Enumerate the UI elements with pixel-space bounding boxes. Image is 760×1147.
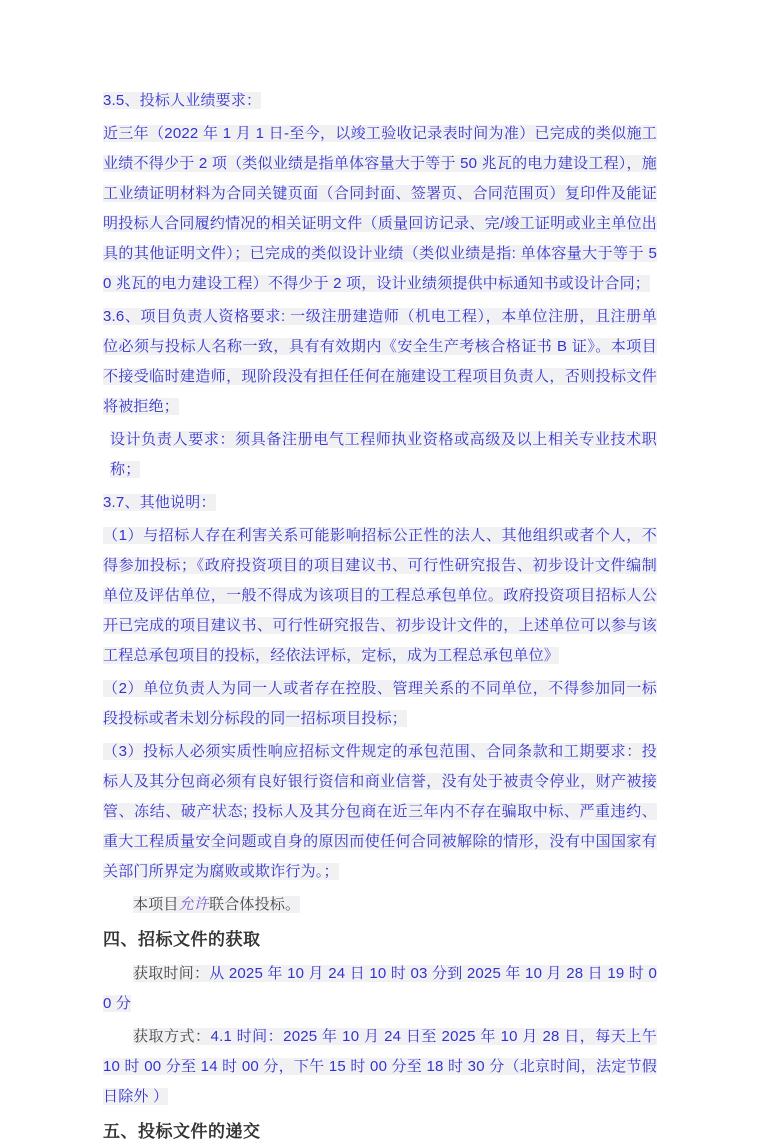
acquire-method-line — [103, 1022, 657, 1112]
clause-3-7-title-text: 3.7、其他说明： — [103, 494, 216, 511]
clause-3-6-design-lead — [103, 425, 657, 485]
clause-3-5-body-text: 近三年（2022 年 1 月 1 日-至今，以竣工验收记录表时间为准）已完成的类似施工业绩不得少于 2 项（类似业绩是指单体容量大于等于 50 兆瓦的电力建设工程），施工业绩证明材料为合同关键页面（合同封面、签署页、合同范围页）复印件及能证明投标人合同履约情况的相关证明文件（质量回访记录、完/竣工证明或业主单位出具的其他证明文件）；已完成的类似设计业绩（类似业绩是指: 单体容量大于等于 50 兆瓦的电力建设工程）不得少于 2 项，设计业绩须提供中标通知书或设计合同； — [103, 125, 657, 292]
clause-3-7-item-2-text: （2）单位负责人为同一人或者存在控股、管理关系的不同单位，不得参加同一标段投标或者未划分标段的同一招标项目投标； — [103, 680, 657, 727]
joint-venture-suffix: 联合体投标。 — [209, 896, 301, 913]
section-4-heading: 四、招标文件的获取 — [103, 930, 261, 949]
clause-3-6-design-lead-text: 设计负责人要求：须具备注册电气工程师执业资格或高级及以上相关专业技术职称； — [110, 431, 657, 478]
joint-venture-prefix: 本项目 — [133, 896, 179, 913]
clause-3-7-item-2 — [103, 674, 657, 734]
joint-venture-emphasis: 允许 — [178, 896, 210, 913]
section-5-heading: 五、投标文件的递交 — [103, 1122, 261, 1141]
acquire-time-line — [103, 959, 657, 1019]
clause-3-7-item-1 — [103, 521, 657, 671]
clause-3-7-item-3-text: （3）投标人必须实质性响应招标文件规定的承包范围、合同条款和工期要求：投标人及其分包商必须有良好银行资信和商业信誉，没有处于被责令停业，财产被接管、冻结、破产状态; 投标人及其分包商在近三年内不存在骗取中标、严重违约、重大工程质量安全问题或自身的原因而使任何合同被解除的情形，没有中国国家有关部门所界定为腐败或欺诈行为。； — [103, 743, 657, 880]
clause-3-5-title-text: 3.5、投标人业绩要求： — [103, 92, 262, 109]
clause-3-7-item-1-text: （1）与招标人存在利害关系可能影响招标公正性的法人、其他组织或者个人，不得参加投标；《政府投资项目的项目建议书、可行性研究报告、初步设计文件编制单位及评估单位，一般不得成为该项目的工程总承包单位。政府投资项目招标人公开已完成的项目建议书、可行性研究报告、初步设计文件的，上述单位可以参与该工程总承包项目的投标，经依法评标，定标，成为工程总承包单位》 — [103, 527, 657, 664]
acquire-time-label: 获取时间： — [133, 965, 210, 982]
clause-3-5-body — [103, 119, 657, 299]
acquire-method-value: 4.1 时间：2025 年 10 月 24 日至 2025 年 10 月 28 日，每天上午 10 时 00 分至 14 时 00 分，下午 15 时 00 分至 18 时 30 分（北京时间，法定节假日除外 ） — [103, 1028, 657, 1105]
acquire-method-label: 获取方式： — [133, 1028, 211, 1045]
clause-3-6-body — [103, 302, 657, 422]
clause-3-7-title — [103, 488, 657, 518]
clause-3-7-item-3 — [103, 737, 657, 887]
clause-3-5-title — [103, 86, 657, 116]
acquire-time-value: 从 2025 年 10 月 24 日 10 时 03 分到 2025 年 10 月 28 日 19 时 00 分 — [103, 965, 657, 1012]
clause-3-6-body-text: 3.6、项目负责人资格要求: 一级注册建造师（机电工程），本单位注册，且注册单位必须与投标人名称一致，具有有效期内《安全生产考核合格证书 B 证》。本项目不接受临时建造师，现阶段没有担任任何在施建设工程项目负责人，否则投标文件将被拒绝； — [103, 308, 657, 415]
joint-venture-statement — [103, 890, 657, 920]
